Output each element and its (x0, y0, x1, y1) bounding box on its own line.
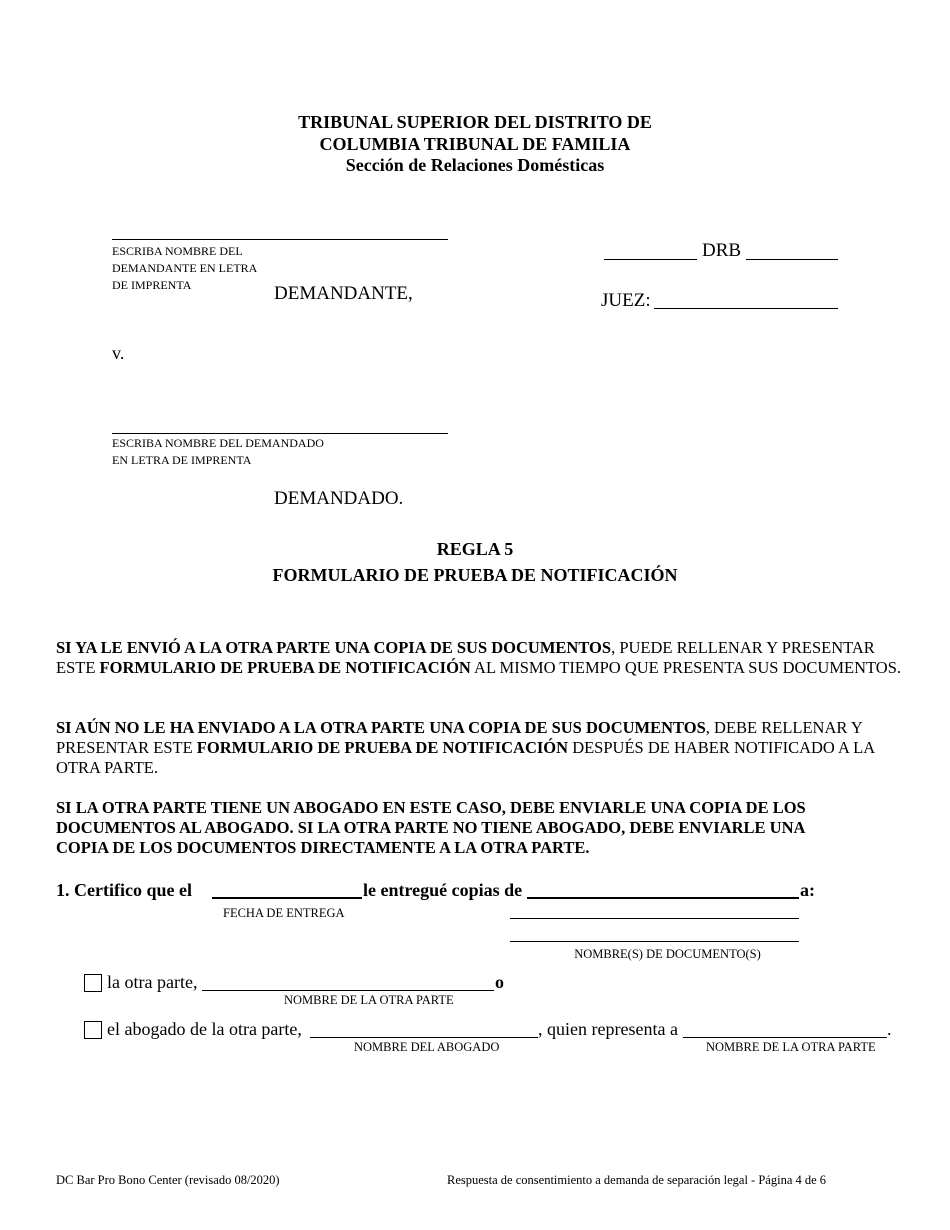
rule-title: REGLA 5 (436, 539, 514, 559)
documents-field-2[interactable] (510, 918, 799, 919)
case-number-suffix-field[interactable] (746, 259, 838, 260)
documents-field-3[interactable] (510, 941, 799, 942)
or-word: o (495, 972, 504, 992)
other-party-name-field[interactable] (202, 990, 494, 991)
represented-party-name-label: NOMBRE DE LA OTRA PARTE (706, 1040, 876, 1054)
defendant-name-field[interactable] (112, 433, 448, 434)
case-number-prefix-field[interactable] (604, 259, 697, 260)
attorney-name-label: NOMBRE DEL ABOGADO (354, 1040, 500, 1054)
judge-name-field[interactable] (654, 308, 838, 309)
certify-intro: 1. Certifico que el (56, 880, 192, 900)
p1-bold-2: FORMULARIO DE PRUEBA DE NOTIFICACIÓN (99, 658, 471, 677)
p2-text-2: DESPUÉS DE HABER NOTIFICADO A LA OTRA PARTE. (56, 738, 875, 777)
plaintiff-name-field[interactable] (112, 239, 448, 240)
drb-label: DRB (702, 240, 742, 261)
attorney-text: el abogado de la otra parte, (107, 1019, 302, 1039)
court-section: Sección de Relaciones Domésticas (345, 155, 605, 175)
certify-to: a: (800, 880, 815, 900)
court-name-line-2: COLUMBIA TRIBUNAL DE FAMILIA (319, 133, 631, 154)
documents-field-1[interactable] (527, 897, 799, 899)
delivery-date-label: FECHA DE ENTREGA (223, 906, 345, 920)
other-party-checkbox[interactable] (84, 974, 102, 992)
defendant-field-label (112, 435, 324, 469)
instruction-paragraph-2 (56, 718, 906, 778)
attorney-name-field[interactable] (310, 1037, 538, 1038)
p1-bold-1: SI YA LE ENVIÓ A LA OTRA PARTE UNA COPIA DE SUS DOCUMENTOS (56, 638, 612, 657)
versus: v. (112, 343, 125, 363)
court-name-line-1: TRIBUNAL SUPERIOR DEL DISTRITO DE (298, 112, 652, 132)
p2-bold-2: FORMULARIO DE PRUEBA DE NOTIFICACIÓN (196, 738, 569, 757)
represents-text: , quien representa a (538, 1019, 678, 1039)
defendant-field-label-line-2: EN LETRA DE IMPRENTA (112, 453, 252, 467)
attorney-checkbox[interactable] (84, 1021, 102, 1039)
footer-right: Respuesta de consentimiento a demanda de separación legal - Página 4 de 6 (447, 1173, 827, 1187)
end-period: . (887, 1019, 892, 1039)
defendant-field-label-line-1: ESCRIBA NOMBRE DEL DEMANDADO (112, 436, 324, 450)
plaintiff-field-label: ESCRIBA NOMBRE DEL DEMANDANTE EN LETRA DE IMPRENTA (112, 244, 257, 292)
other-party-name-label: NOMBRE DE LA OTRA PARTE (284, 993, 454, 1007)
form-title: FORMULARIO DE PRUEBA DE NOTIFICACIÓN (272, 565, 678, 585)
judge-label: JUEZ: (601, 290, 651, 311)
p2-text-1: , DEBE RELLENAR Y PRESENTAR ESTE (56, 718, 863, 757)
instruction-paragraph-3: SI LA OTRA PARTE TIENE UN ABOGADO EN ESTE CASO, DEBE ENVIARLE UNA COPIA DE LOS DOCUMENTOS AL ABOGADO. SI LA OTRA PARTE NO TIENE ABOGADO, DEBE ENVIARLE UNA COPIA DE LOS DOCUMENTOS DIRECTAMENTE A LA OTRA PARTE. (56, 798, 806, 857)
represented-party-name-field[interactable] (683, 1037, 887, 1038)
delivery-date-field[interactable] (212, 897, 362, 899)
plaintiff-word: DEMANDANTE, (274, 283, 413, 304)
documents-label: NOMBRE(S) DE DOCUMENTO(S) (574, 947, 761, 961)
certify-delivered: le entregué copias de (363, 880, 523, 900)
p1-text-2: AL MISMO TIEMPO QUE PRESENTA SUS DOCUMENTOS. (470, 658, 902, 677)
other-party-text: la otra parte, (107, 972, 198, 992)
p1-text-1: , PUEDE RELLENAR Y PRESENTAR ESTE (56, 638, 875, 677)
court-header (0, 112, 950, 177)
defendant-word: DEMANDADO. (274, 488, 404, 509)
p2-bold-1: SI AÚN NO LE HA ENVIADO A LA OTRA PARTE UNA COPIA DE SUS DOCUMENTOS (56, 718, 706, 737)
instruction-paragraph-1 (56, 638, 906, 678)
footer-left: DC Bar Pro Bono Center (revisado 08/2020) (56, 1173, 280, 1187)
